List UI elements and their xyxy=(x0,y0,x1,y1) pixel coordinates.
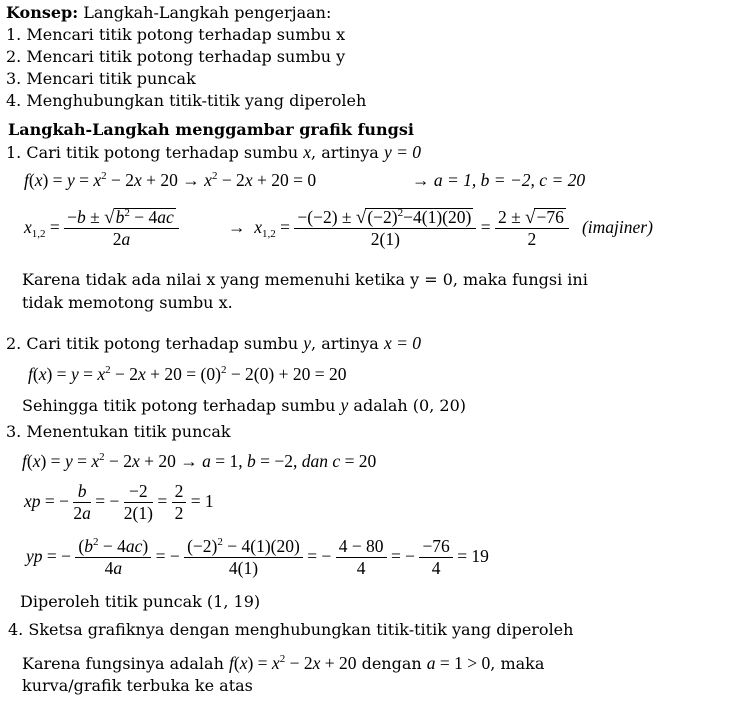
step3-title: 3. Menentukan titik puncak xyxy=(6,422,231,441)
konsep-item-4: 4. Menghubungkan titik-titik yang diperoleh xyxy=(6,91,367,110)
step2-text: 2. Cari titik potong terhadap sumbu xyxy=(6,334,299,353)
step1-var: x xyxy=(303,142,312,162)
step1-title xyxy=(6,142,421,163)
step1-mid: , artinya xyxy=(311,143,379,162)
step1-cond: y = 0 xyxy=(383,142,422,162)
substitution: → $x_{1,2}$ = $\frac{-(-2) \pm √(-2)^2-4(1)(20)}{2(1)}$ = $\frac{2 \pm √-76}{2}$ (imajiner) xyxy=(228,207,653,250)
step2-mid: , artinya xyxy=(311,334,379,353)
konsep-item-1: 1. Mencari titik potong terhadap sumbu x xyxy=(6,25,346,44)
quadratic-formula: $x_{1,2}$ = $\frac{-b \pm √b^2 - 4ac}{2a}$ xyxy=(24,204,179,250)
step4-line-2: kurva/grafik terbuka ke atas xyxy=(22,676,253,695)
step2-title xyxy=(6,333,421,354)
imaginary-note: (imajiner) xyxy=(581,217,653,237)
step4-line-1: Karena fungsinya adalah $f(x) = x^2 - 2x + 20$ dengan a = 1 > 0, maka xyxy=(22,653,545,673)
step1-conclusion-2: tidak memotong sumbu x. xyxy=(22,293,233,312)
step2-result-var: y xyxy=(340,395,349,415)
konsep-item-2: 2. Mencari titik potong terhadap sumbu y xyxy=(6,47,346,66)
xp-calculation: xp = − $\frac{b}{2a}$ = − $\frac{-2}{2(1)}$ = $\frac{2}{2}$ = 1 xyxy=(24,481,214,524)
step2-var: y xyxy=(303,333,312,353)
step2-cond: x = 0 xyxy=(383,333,422,353)
section-heading: Langkah-Langkah menggambar grafik fungsi xyxy=(8,120,414,139)
step4-title: 4. Sketsa grafiknya dengan menghubungkan titik-titik yang diperoleh xyxy=(8,620,574,639)
konsep-title: Langkah-Langkah pengerjaan: xyxy=(83,3,332,22)
step1-equation: $f(x) = y = x^2 - 2x + 20 \to x^2 - 2x + 20 = 0$ xyxy=(24,170,317,190)
konsep-item-3: 3. Mencari titik puncak xyxy=(6,69,196,88)
step1-text: 1. Cari titik potong terhadap sumbu xyxy=(6,143,299,162)
step2-result xyxy=(22,395,466,416)
step2-result-pre: Sehingga titik potong terhadap sumbu xyxy=(22,396,336,415)
step4-line1-post: , maka xyxy=(490,654,545,673)
step4-line1-pre: Karena fungsinya adalah xyxy=(22,654,224,673)
step1-coefficients xyxy=(412,170,585,190)
step3-result: Diperoleh titik puncak (1, 19) xyxy=(20,592,261,611)
yp-calculation: yp = − $\frac{(b^2 - 4ac)}{4a}$ = − $\frac{(-2)^2 - 4(1)(20)}{4(1)}$ = − $\frac{4 - 80}{4}$ = − $\frac{-76}{4}$ = 19 xyxy=(26,536,489,579)
step3-equation: $f(x) = y = x^2 - 2x + 20 \to a = 1$, b = −2, dan c = 20 xyxy=(22,451,377,471)
step4-line1-mid: dengan xyxy=(361,654,422,673)
step1-conclusion-1: Karena tidak ada nilai x yang memenuhi ketika y = 0, maka fungsi ini xyxy=(22,270,588,289)
konsep-label: Konsep: xyxy=(6,3,79,22)
step1-coef: → a = 1, b = −2, c = 20 xyxy=(412,170,586,190)
konsep-header xyxy=(6,3,331,23)
step2-equation: $f(x) = y = x^2 - 2x + 20 = (0)^2 - 2(0) + 20 = 20$ xyxy=(28,364,347,384)
step2-result-post: adalah (0, 20) xyxy=(353,396,466,415)
formula-fraction: $\frac{-b \pm √b^2 - 4ac}{2a}$ xyxy=(64,208,179,249)
